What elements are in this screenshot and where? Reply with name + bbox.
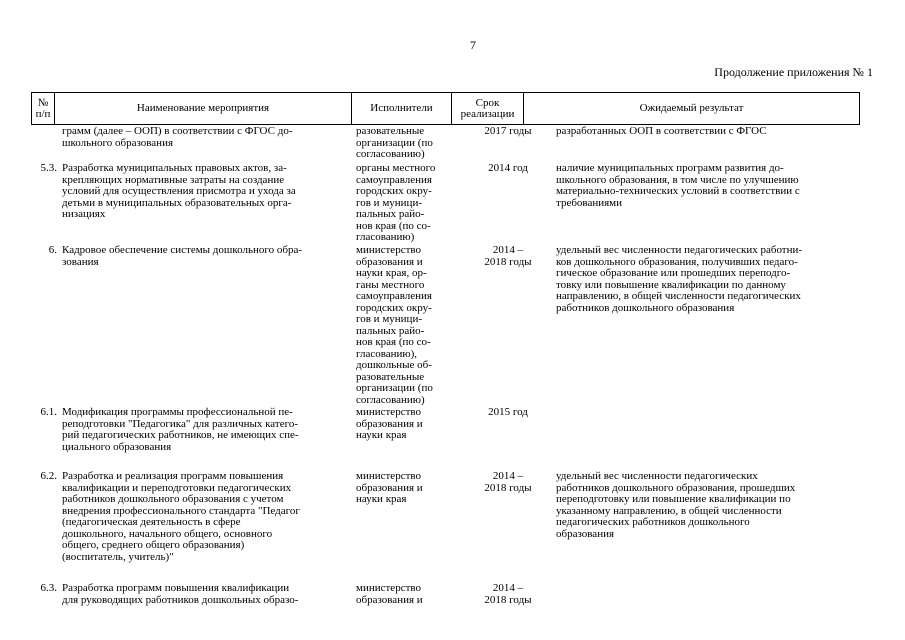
table-row (31, 163, 859, 245)
row-term: 2014 – 2018 годы (484, 582, 532, 606)
row-executors: министерство образования и науки края (356, 470, 423, 505)
row-activity-name: Разработка и реализация программ повышения квалификации и переподготовки педагогических работников дошкольного образования с учетом внедрения профессионального стандарта "Педагог (педагогическая деятельность в сфере дошкольного, начального общего, основного общего, среднего общего образования) (воспитатель, учитель)" (62, 470, 300, 563)
column-header-name: Наименование мероприятия (55, 93, 352, 125)
row-activity-name: Модификация программы профессиональной пе- реподготовки "Педагогика" для различных катего- рий педагогических работников, не имеющих спе- циального образования (62, 406, 299, 453)
column-header-executors: Исполнители (352, 93, 452, 125)
table-body (31, 126, 859, 613)
row-term: 2014 – 2018 годы (484, 244, 532, 268)
column-header-result: Ожидаемый результат (524, 93, 860, 125)
row-term: 2014 год (488, 162, 528, 174)
row-expected-result: разработанных ООП в соответствии с ФГОС (556, 125, 767, 137)
row-number: 6. (48, 244, 57, 256)
table-row (31, 407, 859, 471)
row-executors: министерство образования и (356, 582, 423, 606)
row-number: 5.3. (40, 162, 57, 174)
table-row (31, 245, 859, 407)
column-header-number: № п/п (32, 93, 55, 125)
row-executors: органы местного самоуправления городских окру- гов и муници- пальных райо- нов края (по со- гласованию) (356, 162, 436, 243)
table-row (31, 471, 859, 583)
row-term: 2015 год (488, 406, 528, 418)
row-activity-name: Разработка муниципальных правовых актов, за- крепляющих нормативные затраты на создание условий для осуществления присмотра и ухода за детьми в муниципальных образовательных орга- низациях (62, 162, 296, 220)
row-term: 2014 – 2018 годы (484, 470, 532, 494)
row-number: 6.3. (40, 582, 57, 594)
column-header-term: Срок реализации (452, 93, 524, 125)
row-number: 6.2. (40, 470, 57, 482)
row-number: 6.1. (40, 406, 57, 418)
table-header (31, 92, 860, 125)
row-activity-name: Разработка программ повышения квалификации для руководящих работников дошкольных образо- (62, 582, 299, 606)
appendix-continuation-note: Продолжение приложения № 1 (714, 65, 873, 79)
row-executors: разовательные организации (по согласованию) (356, 125, 433, 160)
row-expected-result: удельный вес численности педагогических работников дошкольного образования, прошедших переподготовку или повышение квалификации по указанному направлению, в общей численности педагогических работников дошкольного образования (556, 470, 796, 540)
row-executors: министерство образования и науки края, ор- ганы местного самоуправления городских окру- гов и муници- пальных райо- нов края (по со- гласованию), дошкольные об- разовательные организации (по согласованию) (356, 244, 433, 406)
table-row (31, 583, 859, 613)
page-number: 7 (470, 38, 476, 52)
row-executors: министерство образования и науки края (356, 406, 423, 441)
row-term: 2017 годы (484, 125, 532, 137)
row-activity-name: грамм (далее – ООП) в соответствии с ФГОС до- школьного образования (62, 125, 293, 149)
row-expected-result: удельный вес численности педагогических работни- ков дошкольного образования, получивших педаго- гическое образование или прошедших переподго- товку или повышение квалификации по данному направлению, в общей численности педагогических работников дошкольного образования (556, 244, 803, 314)
table-row (31, 126, 859, 163)
row-activity-name: Кадровое обеспечение системы дошкольного обра- зования (62, 244, 303, 268)
row-expected-result: наличие муниципальных программ развития до- школьного образования, в том числе по улучшению материально-технических условий в соответствии с требованиями (556, 162, 800, 209)
